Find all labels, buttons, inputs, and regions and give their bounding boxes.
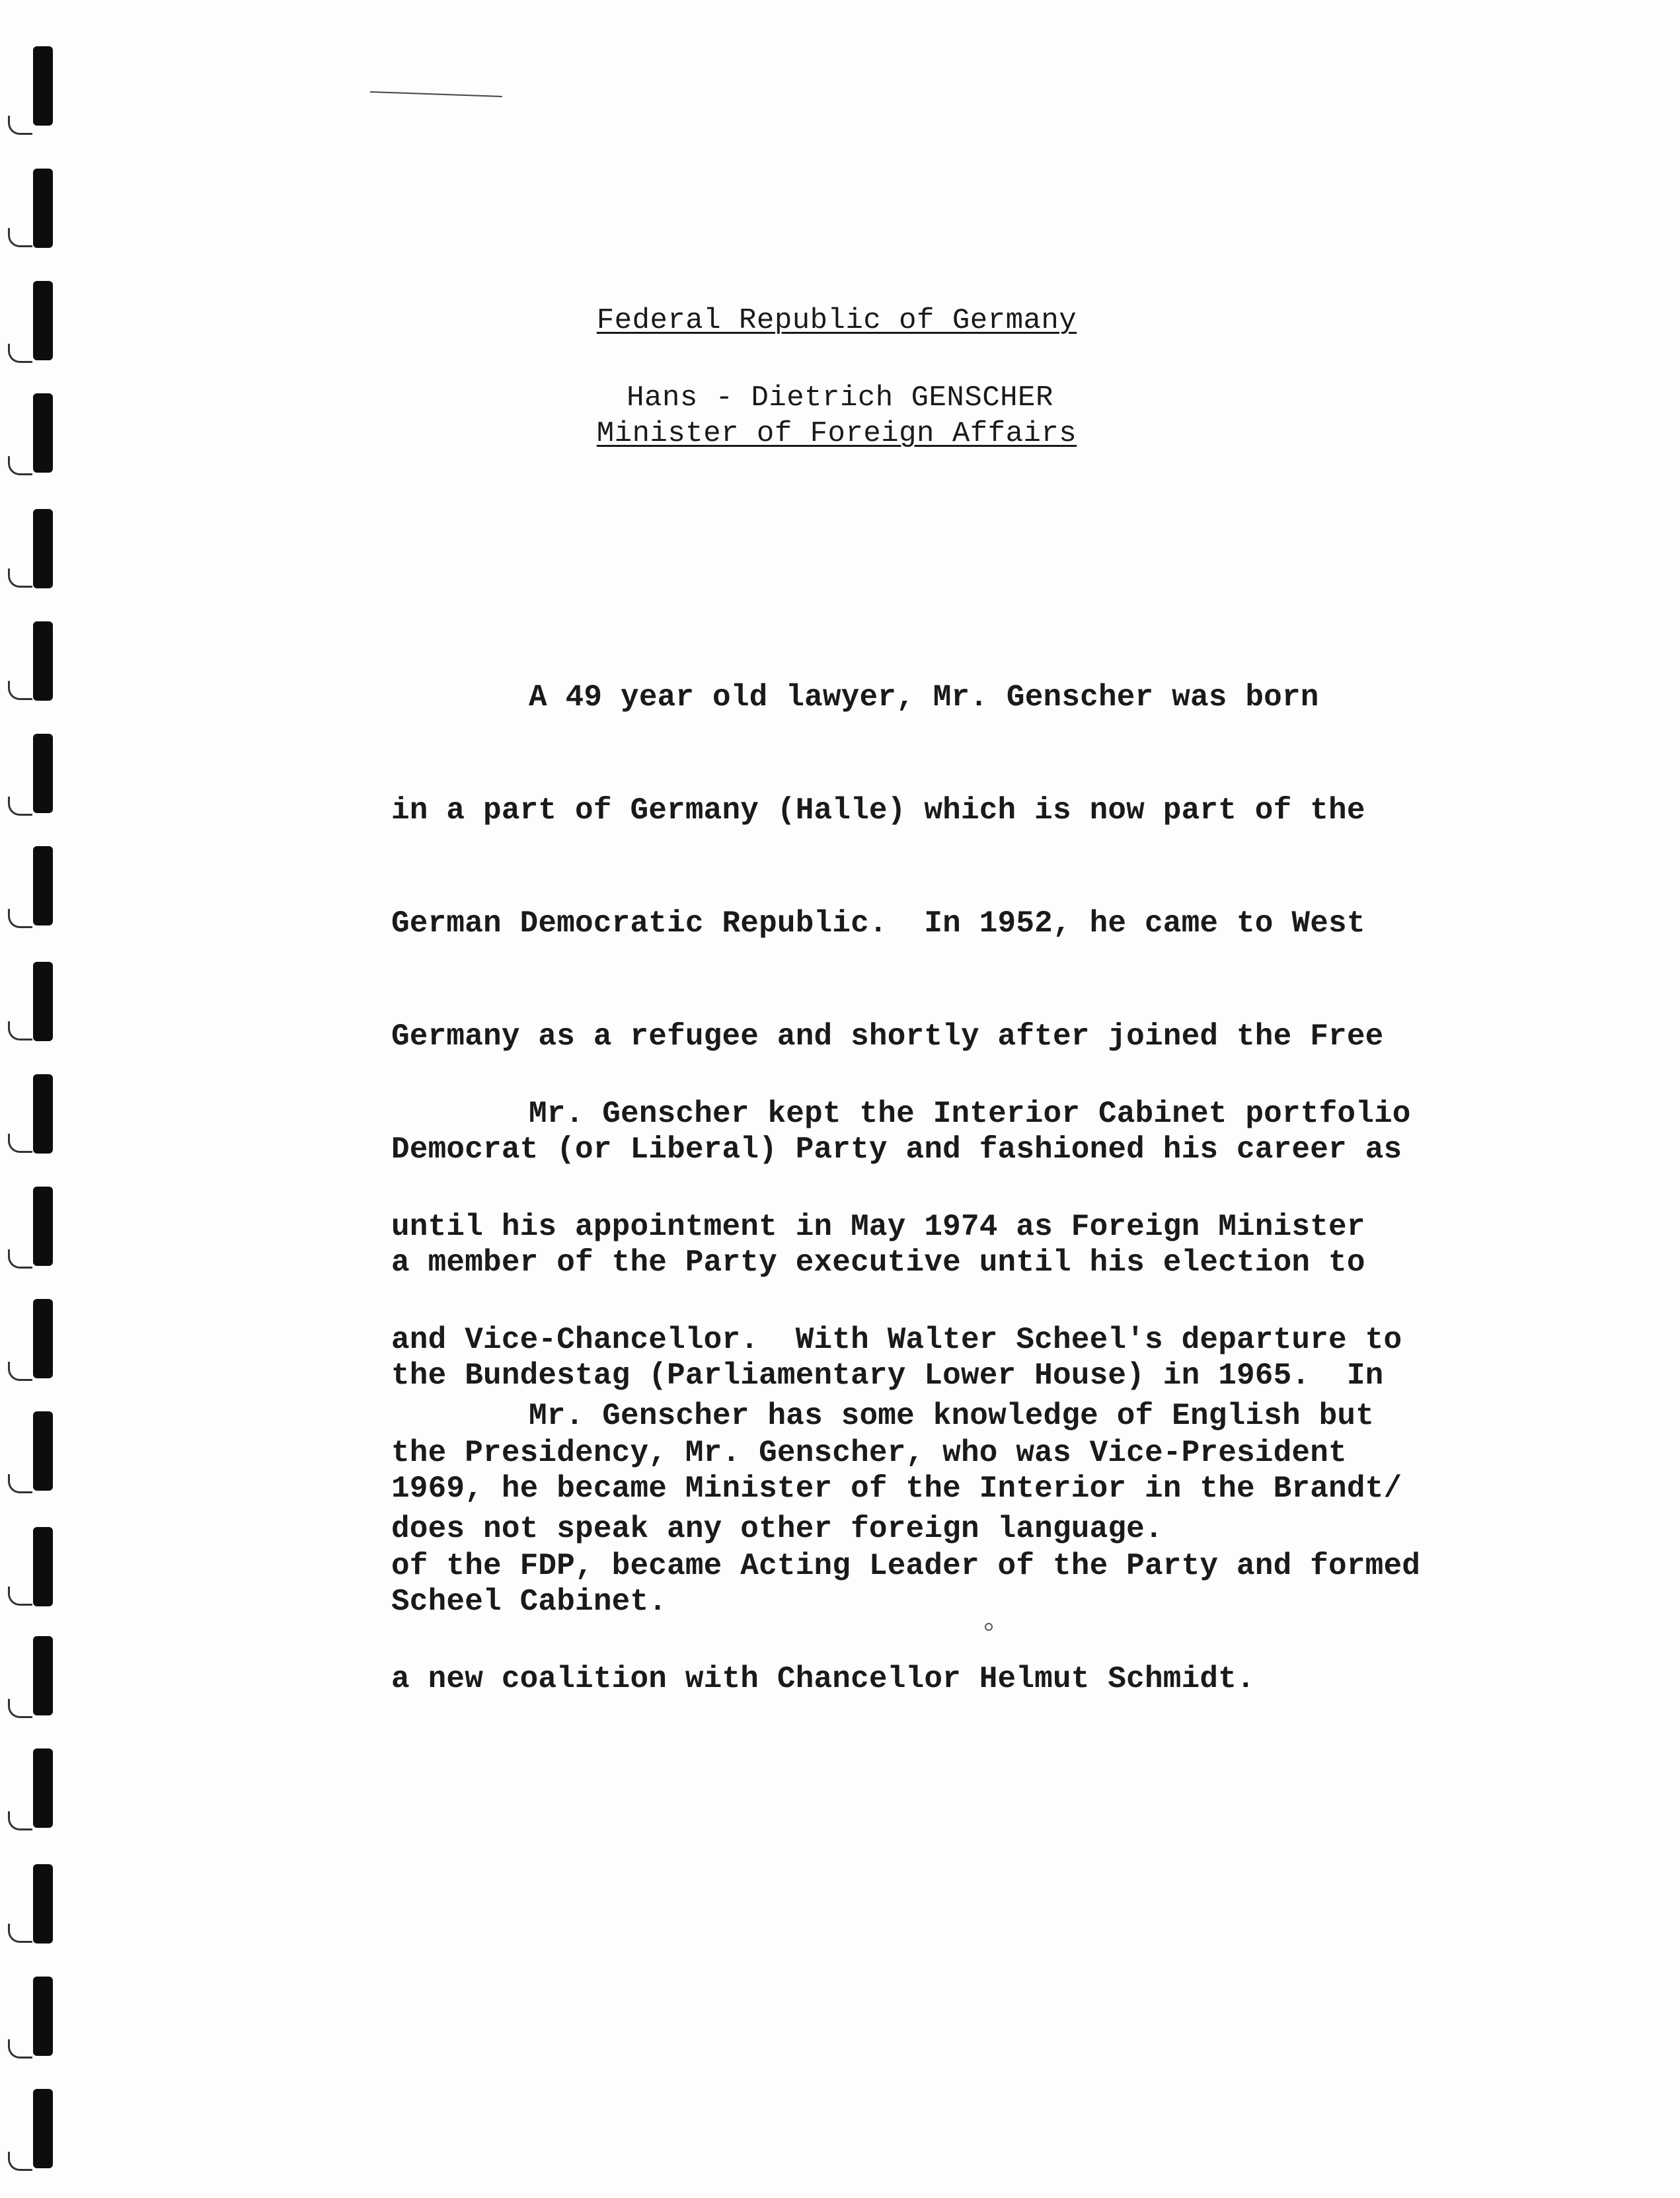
punch-hole — [33, 1636, 53, 1715]
country-heading: Federal Republic of Germany — [596, 304, 1077, 337]
punch-hole-mark — [8, 116, 32, 135]
punch-hole-mark — [8, 1021, 32, 1040]
punch-hole-mark — [8, 2152, 32, 2171]
paragraph-line: A 49 year old lawyer, Mr. Genscher was born — [529, 680, 1319, 715]
punch-hole — [33, 1977, 53, 2056]
paragraph-line: does not speak any other foreign language. — [391, 1512, 1163, 1546]
paragraph-line: Mr. Genscher has some knowledge of English but — [529, 1399, 1375, 1433]
punch-hole — [33, 1187, 53, 1266]
punch-hole — [33, 1864, 53, 1943]
punch-hole — [33, 621, 53, 701]
punch-hole-mark — [8, 1249, 32, 1269]
paragraph-line: the Presidency, Mr. Genscher, who was Vice-President — [391, 1436, 1347, 1470]
punch-hole — [33, 1748, 53, 1828]
punch-hole-mark — [8, 456, 32, 475]
paragraph-line: German Democratic Republic. In 1952, he came to West — [391, 906, 1365, 941]
punch-hole — [33, 1411, 53, 1491]
minister-name: Hans - Dietrich GENSCHER — [627, 381, 1053, 414]
paragraph-line: in a part of Germany (Halle) which is now part of the — [391, 793, 1365, 828]
punch-hole — [33, 846, 53, 925]
punch-hole — [33, 1527, 53, 1606]
punch-hole-mark — [8, 569, 32, 588]
punch-hole-mark — [8, 1134, 32, 1153]
punch-hole-mark — [8, 1811, 32, 1830]
punch-hole-mark — [8, 1587, 32, 1606]
paragraph-line: Germany as a refugee and shortly after joined the Free — [391, 1019, 1384, 1054]
paragraph-line: Mr. Genscher kept the Interior Cabinet portfolio — [529, 1097, 1411, 1131]
position-title: Minister of Foreign Affairs — [596, 417, 1077, 450]
punch-hole-mark — [8, 1474, 32, 1493]
punch-hole — [33, 509, 53, 588]
paragraph-line: and Vice-Chancellor. With Walter Scheel's departure to — [391, 1323, 1402, 1357]
paragraph-line: a member of the Party executive until his election to — [391, 1245, 1365, 1280]
punch-hole-mark — [8, 1699, 32, 1718]
punch-hole-mark — [8, 228, 32, 247]
punch-hole-mark — [8, 1924, 32, 1943]
punch-hole — [33, 46, 53, 126]
paragraph-languages — [391, 1322, 1374, 1624]
paragraph-line: 1969, he became Minister of the Interior in the Brandt/ — [391, 1472, 1402, 1506]
stray-pen-mark — [370, 91, 502, 97]
paper-speck — [985, 1623, 993, 1631]
punch-hole-mark — [8, 1362, 32, 1381]
punch-hole — [33, 734, 53, 813]
punch-hole — [33, 962, 53, 1041]
punch-hole-mark — [8, 797, 32, 816]
paragraph-line: the Bundestag (Parliamentary Lower House) in 1965. In — [391, 1358, 1384, 1393]
punch-hole — [33, 1299, 53, 1378]
punch-hole — [33, 1074, 53, 1154]
punch-hole-mark — [8, 2039, 32, 2059]
paragraph-line: Scheel Cabinet. — [391, 1585, 668, 1619]
paragraph-line: Democrat (or Liberal) Party and fashioned his career as — [391, 1132, 1402, 1167]
paragraph-line: until his appointment in May 1974 as Foreign Minister — [391, 1210, 1365, 1244]
paragraph-line: a new coalition with Chancellor Helmut Schmidt. — [391, 1662, 1255, 1696]
punch-hole — [33, 169, 53, 248]
punch-hole-mark — [8, 681, 32, 700]
punch-hole-mark — [8, 909, 32, 928]
punch-hole-mark — [8, 344, 32, 363]
paragraph-line: of the FDP, became Acting Leader of the Party and formed — [391, 1549, 1421, 1583]
punch-hole — [33, 2089, 53, 2168]
